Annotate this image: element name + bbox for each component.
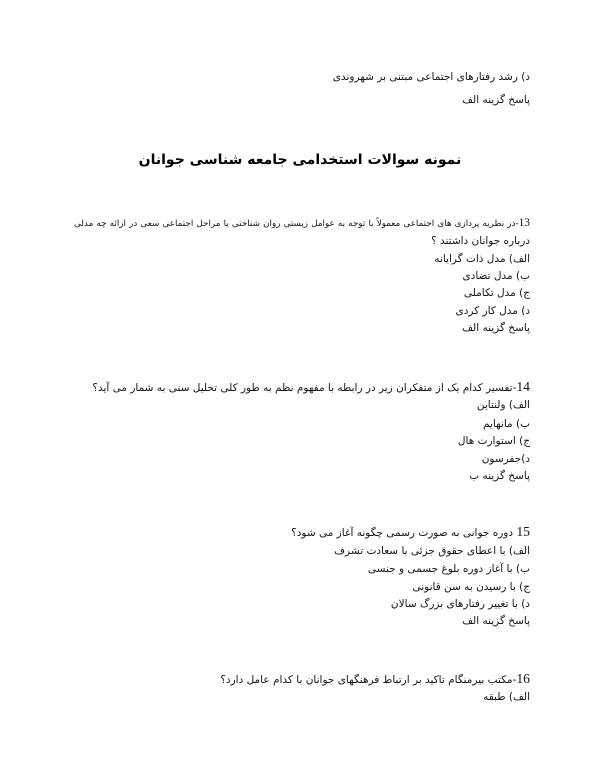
option-text: ج) مدل تکاملی xyxy=(463,287,530,299)
question-13-option-d xyxy=(72,304,530,319)
question-15-option-d xyxy=(72,597,530,612)
option-text: ب) مانهایم xyxy=(482,418,530,430)
question-13-option-c xyxy=(72,286,530,301)
page-title: نمونه سوالات استخدامی جامعه شناسی جوانان xyxy=(138,152,462,168)
option-text: ج) با رسیدن به سن قانونی xyxy=(412,581,530,593)
option-text: ج) استوارت هال xyxy=(457,435,530,447)
option-text: ب) با آغاز دوره بلوغ جسمی و جنسی xyxy=(367,563,530,575)
option-text: ب) مدل تضادی xyxy=(462,270,530,282)
question-14-text xyxy=(72,379,530,394)
question-13-text-line2 xyxy=(72,234,530,249)
question-number: 16 xyxy=(516,671,530,686)
question-text-continued: درباره جوانان داشتند ؟ xyxy=(431,235,530,247)
question-16-heading xyxy=(220,671,530,688)
question-13-option-a xyxy=(72,252,530,267)
question-14-option-b xyxy=(72,417,530,432)
option-text: د) مدل کار کردی xyxy=(455,305,530,317)
question-15-text xyxy=(72,524,530,539)
option-text: د) با تغییر رفتارهای بزرگ سالان xyxy=(390,598,530,610)
question-number: 13 xyxy=(518,217,530,229)
question-number: 14 xyxy=(516,379,530,394)
question-14-heading xyxy=(92,379,530,396)
previous-question-answer xyxy=(72,93,530,108)
question-15-heading xyxy=(291,524,530,541)
answer-text: پاسخ گزینه الف xyxy=(462,322,530,334)
option-text: الف) ولنتاین xyxy=(476,399,530,411)
option-text: الف) با اعطای حقوق جزئی با سعادت تشرف xyxy=(334,545,530,557)
answer-text: پاسخ گزینه الف xyxy=(462,615,530,627)
option-text: د)جفرسون xyxy=(481,453,530,465)
question-16-text xyxy=(72,671,530,686)
question-15-answer xyxy=(72,614,530,629)
option-text: الف) طبقه xyxy=(483,691,530,703)
answer-text: پاسخ گزینه الف xyxy=(462,94,530,106)
question-13-text-line1 xyxy=(72,216,530,231)
question-13-answer xyxy=(72,321,530,336)
question-15-option-c xyxy=(72,580,530,595)
previous-question-option-d xyxy=(72,70,530,85)
question-15-option-a xyxy=(72,544,530,559)
question-text: -در نظریه پردازی های اجتماعی معمولاً با توجه به عوامل زیستی روان شناختی یا مراحل اجتماعی سعی در ارائه چه مدلی xyxy=(74,219,519,229)
answer-text: پاسخ گزینه ب xyxy=(469,470,530,482)
question-14-option-d xyxy=(72,452,530,467)
option-text: الف) مدل ذات گرایانه xyxy=(434,253,530,265)
question-15-option-b xyxy=(72,562,530,577)
question-13-heading xyxy=(74,216,530,232)
question-14-answer xyxy=(72,469,530,484)
question-text: دوره جوانی به صورت رسمی چگونه آغاز می شود؟ xyxy=(291,527,517,539)
question-13-option-b xyxy=(72,269,530,284)
question-text: -تفسیر کدام یک از متفکران زیر در رابطه با مفهوم نظم به طور کلی تحلیل سنی به شمار می آید؟ xyxy=(92,382,517,394)
question-16-option-a xyxy=(72,690,530,705)
question-14-option-a xyxy=(72,398,530,413)
option-text: د) رشد رفتارهای اجتماعی مبتنی بر شهروندی xyxy=(332,71,530,83)
question-text: -مکتب بیرمنگام تاکید بر ارتباط فرهنگهای جوانان با کدام عامل دارد؟ xyxy=(220,674,517,686)
question-number: 15 xyxy=(516,524,530,539)
question-14-option-c xyxy=(72,434,530,449)
